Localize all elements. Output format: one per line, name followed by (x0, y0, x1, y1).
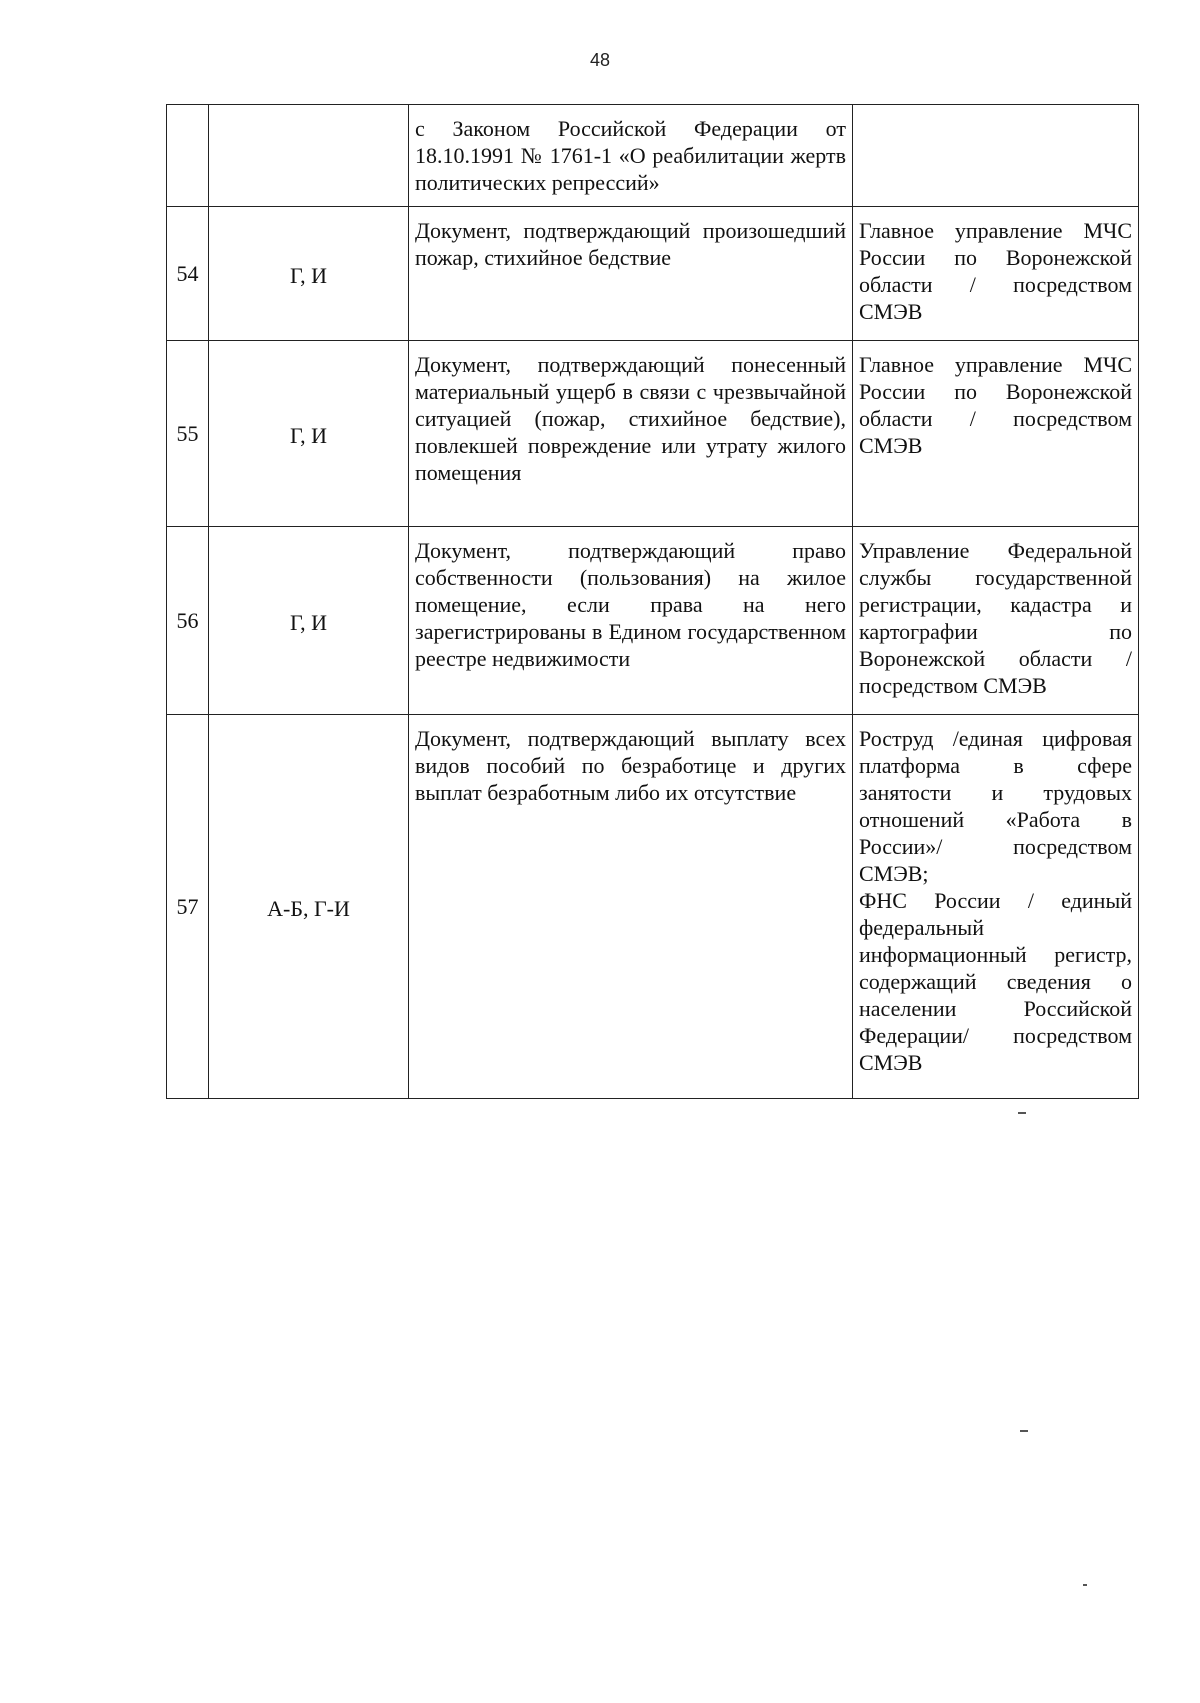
row-number-cell (167, 105, 209, 207)
source-line: Управление Федеральной службы государственной регистрации, кадастра и картографии по Воронежской области / посредством СМЭВ (859, 538, 1132, 698)
row-source-cell (853, 105, 1139, 207)
page-number: 48 (589, 50, 611, 70)
row-source-cell (853, 341, 1139, 527)
scan-mark (1083, 1584, 1087, 1586)
row-categories-cell: Г, И (209, 527, 409, 715)
row-number-cell: 56 (167, 527, 209, 715)
source-line: Главное управление МЧС России по Воронежской области / посредством СМЭВ (859, 352, 1132, 458)
table-row (167, 715, 1139, 1099)
documents-table (166, 104, 1139, 1099)
row-document-cell: Документ, подтверждающий право собственности (пользования) на жилое помещение, если права на него зарегистрированы в Едином государственном реестре недвижимости (409, 527, 853, 715)
table-row-continuation (167, 105, 1139, 207)
row-document-cell: Документ, подтверждающий произошедший пожар, стихийное бедствие (409, 207, 853, 341)
row-categories-cell: Г, И (209, 341, 409, 527)
row-number-cell: 57 (167, 715, 209, 1099)
row-categories-cell (209, 105, 409, 207)
scan-mark (1018, 1112, 1026, 1114)
row-document-cell: Документ, подтверждающий выплату всех видов пособий по безработице и других выплат безработным либо их отсутствие (409, 715, 853, 1099)
source-line: Роструд /единая цифровая платформа в сфере занятости и трудовых отношений «Работа в России»/ посредством СМЭВ; (859, 726, 1132, 886)
row-document-cell: Документ, подтверждающий понесенный материальный ущерб в связи с чрезвычайной ситуацией (пожар, стихийное бедствие), повлекшей повреждение или утрату жилого помещения (409, 341, 853, 527)
source-line: Главное управление МЧС России по Воронежской области / посредством СМЭВ (859, 218, 1132, 324)
row-categories-cell: А-Б, Г-И (209, 715, 409, 1099)
row-source-cell (853, 527, 1139, 715)
row-source-cell (853, 715, 1139, 1099)
table-row (167, 207, 1139, 341)
row-categories-cell: Г, И (209, 207, 409, 341)
row-source-cell (853, 207, 1139, 341)
table-row (167, 341, 1139, 527)
table-row (167, 527, 1139, 715)
scan-mark (1020, 1430, 1028, 1432)
row-number-cell: 54 (167, 207, 209, 341)
source-line: ФНС России / единый федеральный информационный регистр, содержащий сведения о населении Российской Федерации/ посредством СМЭВ (859, 888, 1132, 1075)
row-number-cell: 55 (167, 341, 209, 527)
row-document-cell: с Законом Российской Федерации от 18.10.1991 № 1761-1 «О реабилитации жертв политических репрессий» (409, 105, 853, 207)
